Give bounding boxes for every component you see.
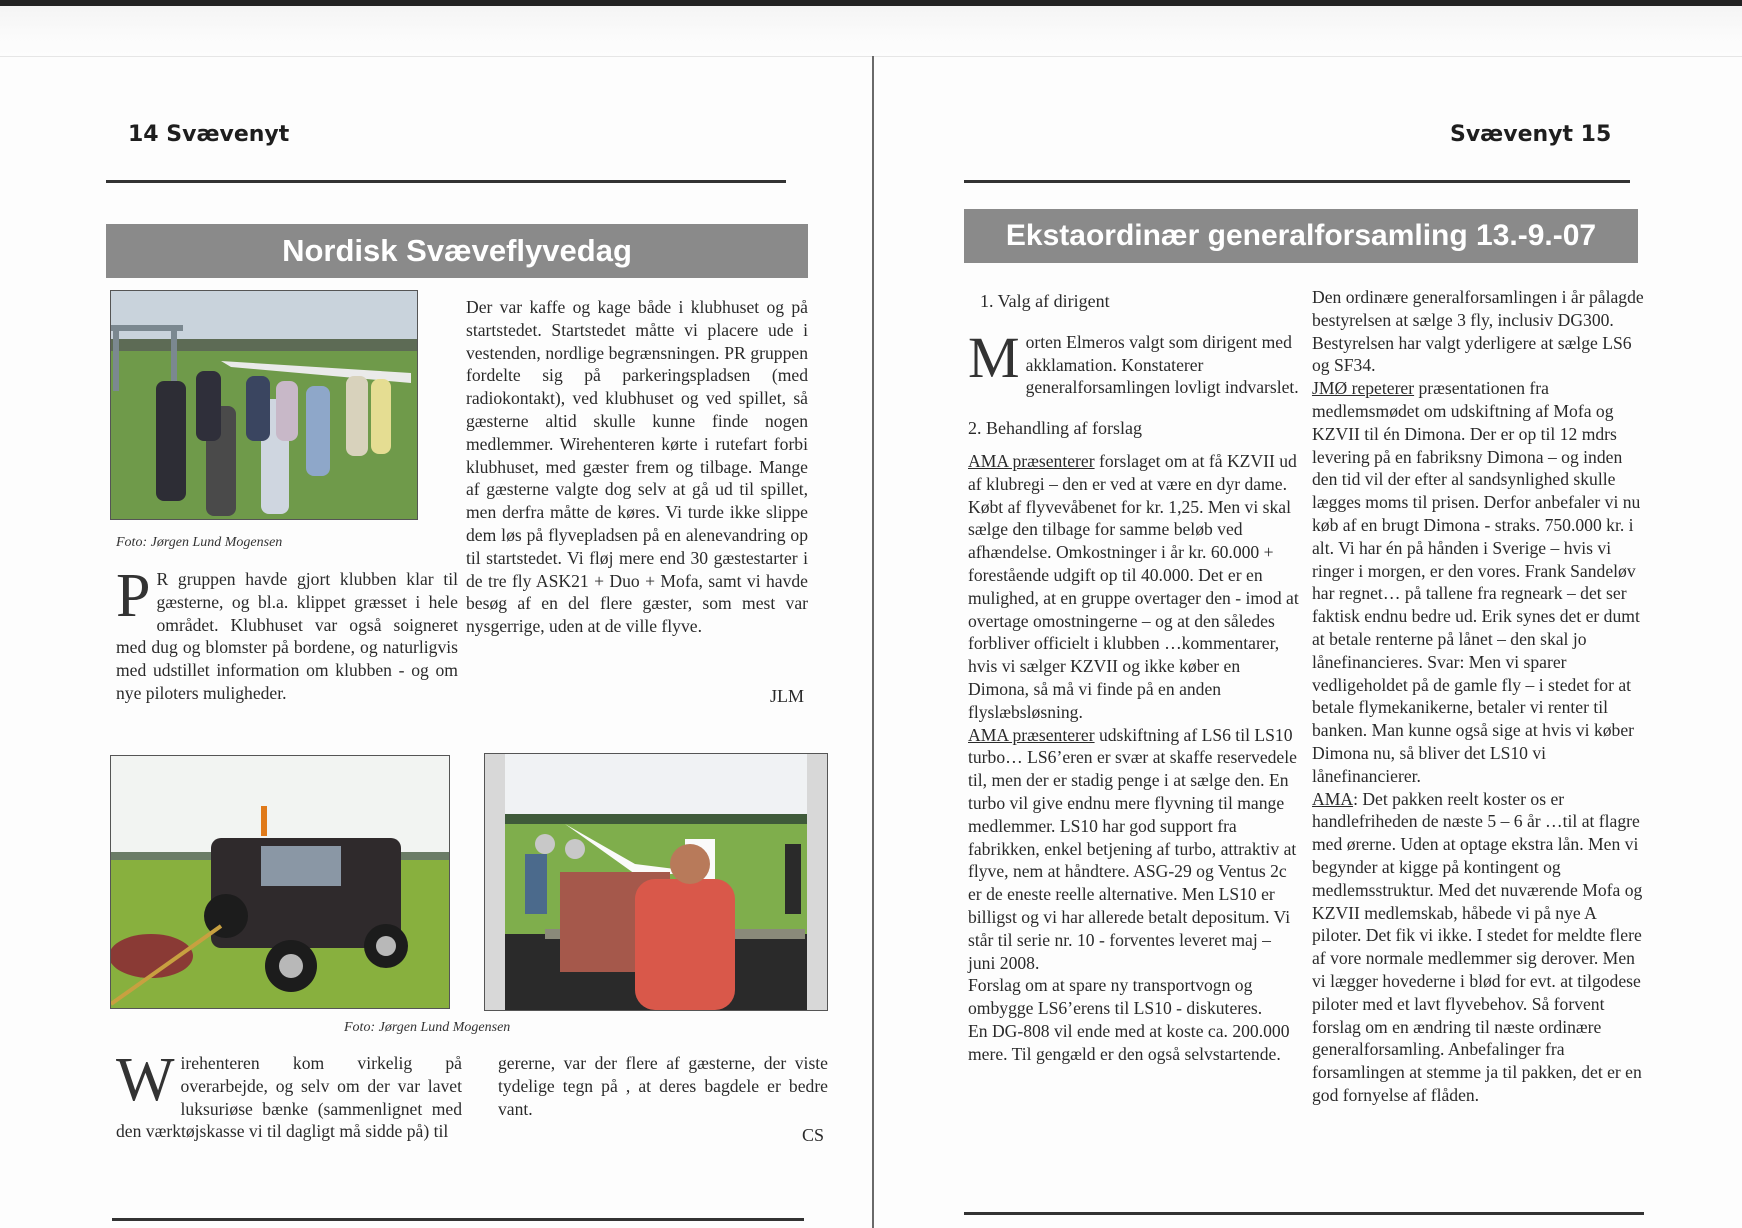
paragraph-text: orten Elmeros valgt som dirigent med akklamation. Konstaterer generalforsamlingen lovligt indvarslet. — [1025, 331, 1299, 398]
agenda-item — [1312, 377, 1646, 787]
author-signature: JLM — [770, 686, 805, 706]
section-heading: 2. Behandling af forslag — [968, 418, 1142, 439]
article-paragraph — [116, 1046, 462, 1143]
agenda-item — [1312, 788, 1646, 1107]
paragraph-text: irehenteren kom virkelig på overarbejde, og selv om der var lavet luksuriøse bænke (sammenlignet med den værktøjskasse vi til dagligt må sidde på) til — [116, 1053, 462, 1142]
spine-gutter — [872, 56, 874, 1228]
header-rule-right — [964, 180, 1630, 183]
paragraph-text: præsentationen fra medlemsmødet om udskiftning af Mofa og KZVII til én Dimona. Der er op til 12 mdrs levering på en fabriksny Dimona – og inden den tid vil der efter al sandsynlighed skulle lægges moms til prisen. Derfor anbefaler vi nu køb af en brugt Dimona - straks. 750.000 kr. i alt. Vi har én på hånden i Sverige – hvis vi ringer i morgen, er den vores. Frank Sandeløv har regnet… på tallene fra regneark – det ser faktisk endnu bedre ud. Erik synes det er dumt at betale renterne på lånet – den skal jo lånefinancieres. Svar: Men vi sparer vedligeholdet på de gamle fly – i stedet for at betale flymekanikerne, betaler vi renter til banken. Man kunne også sige at hvis vi køber Dimona nu, så bliver det LS10 vi lånefinancierer. — [1312, 378, 1641, 786]
footer-rule-left — [112, 1218, 804, 1221]
photo-clubhouse-window — [484, 753, 828, 1011]
footer-rule-right — [964, 1212, 1644, 1215]
paragraph-text: R gruppen havde gjort klubben klar til gæsterne, og bl.a. klippet græsset i hele området. Klubhuset var også soigneret med dug og blomster på bordene, og naturligvis med udstillet information om klubben - og om nye piloters muligheder. — [116, 569, 458, 703]
paragraph-text: Forslag om at spare ny transportvogn og ombygge LS6’erens til LS10 - diskuteres. — [968, 975, 1263, 1019]
paragraph-text: : Det pakken reelt koster os er handlefriheden de næste 5 – 6 år …til at flagre med ørerne. Uden at optage ekstra lån. Men vi begynder at kigge på kontingent og medlemsstruktur. Med det nuværende Mofa og KZVII medlemskab, håbede vi på nye A piloter. Det fik vi ikke. I stedet for meldte flere af vore normale medlemmer sig derover. Men vi lægger hovederne i blød for evt. at tilgodese piloter med et lavt flyvebehov. Så forvent forslag om en ændring til næste ordinære generalforsamling. Anbefalinger fra forsamlingen at stemme ja til pakken, det er en god fornyelse af flåden. — [1312, 788, 1643, 1105]
speaker-name: JMØ repeterer — [1312, 378, 1415, 399]
agenda-item — [968, 450, 1300, 724]
agenda-item — [968, 724, 1300, 975]
paragraph-text: Der var kaffe og kage både i klubhuset og på startstedet. Startstedet måtte vi placere ude i vestenden, nordlige begrænsningen. PR gruppen fordelte sig på parkeringspladsen (med radiokontakt), ved klubhuset og ved spillet, så gæsterne altid skulle kunne finde nogen medlemmer. Wirehenteren kørte i rutefart forbi klubhuset, med gæster frem og tilbage. Mange af gæsterne valgte dog selv at gå ud til spillet, men derfra måtte de køres. Vi turde ikke slippe dem løs på flyvepladsen på en alenevandring op til startstedet. Vi fløj mere end 30 gæstestarter i de tre fly ASK21 + Duo + Mofa, samt vi havde besøg af en del flere gæster, som mest var nysgerrige, uden at de ville flyve. — [466, 297, 808, 637]
running-header-right: Svævenyt 15 — [1450, 122, 1612, 147]
author-signature: CS — [802, 1125, 825, 1145]
photo-crowd-at-airfield — [110, 290, 418, 520]
paragraph-text: En DG-808 vil ende med at koste ca. 200.000 mere. Til gengæld er den også selvstartende. — [968, 1020, 1290, 1064]
drop-cap: M — [968, 324, 1020, 390]
agenda-item — [968, 1020, 1300, 1066]
speaker-name: AMA — [1312, 788, 1354, 809]
drop-cap: P — [116, 562, 151, 630]
article-title-bar — [106, 224, 808, 278]
agenda-item — [1312, 286, 1646, 377]
section-heading: 1. Valg af dirigent — [980, 291, 1110, 311]
article-title: Ekstaordinær generalforsamling 13.-9.-07 — [1005, 219, 1597, 252]
drop-cap: W — [116, 1046, 175, 1114]
article-paragraph — [116, 562, 458, 705]
paragraph-text: gererne, var der flere af gæsterne, der viste tydelige tegn på , at deres bagdele er bedre vant. — [498, 1053, 828, 1119]
article-paragraph — [466, 296, 808, 638]
speaker-name: AMA præsenterer — [968, 724, 1095, 745]
paragraph-text: Den ordinære generalforsamlingen i år pålagde bestyrelsen at sælge 3 fly, inclusiv DG300. Bestyrelsen har valgt yderligere at sælge LS6 og SF34. — [1312, 287, 1644, 376]
page-top-shadow — [0, 6, 1742, 57]
agenda-item — [968, 974, 1300, 1020]
article-title: Nordisk Svæveflyvedag — [282, 233, 632, 268]
section-paragraph — [968, 324, 1300, 399]
article-title-bar — [964, 209, 1638, 263]
paragraph-text: udskiftning af LS6 til LS10 turbo… LS6’eren er svær at skaffe reservedele til, men der er stadig penge i at sælge den. En turbo vil give endnu mere flyvning til mange medlemmer. LS10 har god support fra fabrikken, enkel betjening af turbo, attraktiv at flyve, nem at håndtere. ASG-29 og Ventus 2c er de eneste reelle alternative. Men LS10 er billigst og vi har allerede betalt depositum. Vi står til serie nr. 10 - forventes leveret maj – juni 2008. — [968, 724, 1297, 973]
article-column-1 — [968, 290, 1300, 1066]
article-column-2 — [1312, 286, 1646, 1107]
photo-caption: Foto: Jørgen Lund Mogensen — [116, 535, 283, 550]
running-header-left: 14 Svævenyt — [128, 122, 290, 147]
photo-caption: Foto: Jørgen Lund Mogensen — [344, 1020, 511, 1035]
speaker-name: AMA præsenterer — [968, 450, 1095, 471]
article-paragraph — [498, 1052, 828, 1120]
header-rule-left — [106, 180, 786, 183]
paragraph-text: forslaget om at få KZVII ud af klubregi – den er ved at være en dyr dame. Købt af flyvevåbenet for kr. 1,25. Men vi skal sælge den tilbage for samme beløb ved afhændelse. Omkostninger i år kr. 60.000 + forestående udgift op til 40.000. Det er en mulighed, at en gruppe overtager den - imod at overtage omostningerne – og at den således forbliver officielt i klubben …kommentarer, hvis vi sælger KZVII og ikke køber en Dimona, så må vi finde på en anden flyslæbsløsning. — [968, 450, 1299, 722]
photo-winch-jeep — [110, 755, 450, 1009]
